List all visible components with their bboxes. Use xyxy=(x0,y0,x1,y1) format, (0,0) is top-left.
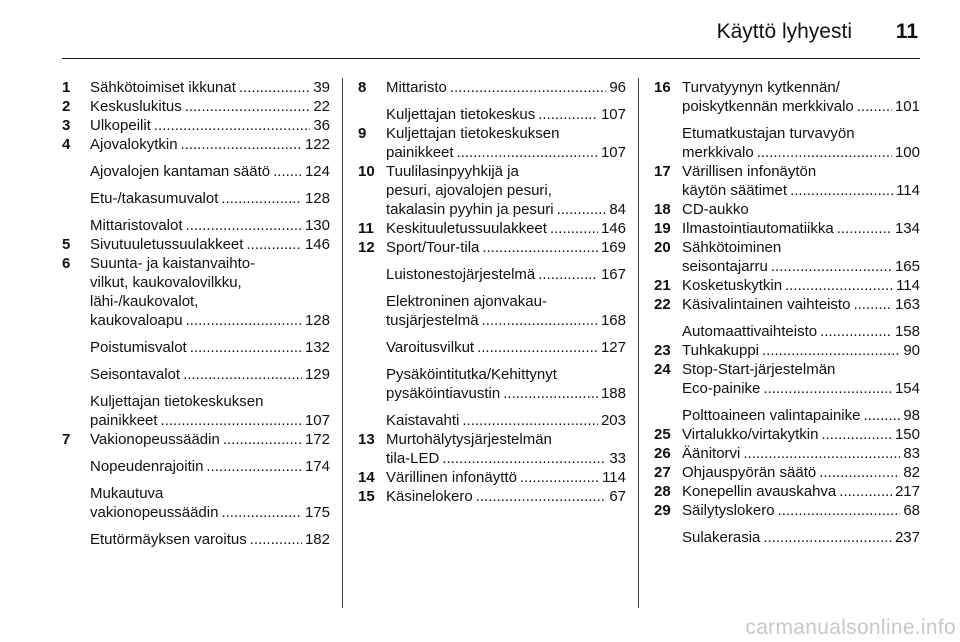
entry-text: poiskytkennän merkkivalo xyxy=(682,98,854,115)
dot-leader xyxy=(450,78,606,97)
page-reference[interactable]: 130 xyxy=(304,217,330,234)
toc-entry[interactable] xyxy=(654,501,920,520)
entry-last-line xyxy=(90,430,330,449)
entry-text: Äänitorvi xyxy=(682,445,741,462)
toc-entry[interactable] xyxy=(654,322,920,341)
entry-text: Polttoaineen valintapainike xyxy=(682,407,861,424)
entry-text: Poistumisvalot xyxy=(90,339,187,356)
item-number: 10 xyxy=(358,163,375,180)
dot-leader xyxy=(550,219,598,238)
entry-last-line xyxy=(90,311,330,330)
dot-leader xyxy=(462,411,598,430)
dot-leader xyxy=(250,530,302,549)
toc-entry[interactable] xyxy=(62,97,330,116)
entry-text: Värillinen infonäyttö xyxy=(386,469,517,486)
item-number: 23 xyxy=(654,342,671,359)
toc-entry[interactable] xyxy=(654,276,920,295)
item-number: 5 xyxy=(62,236,71,253)
page-reference[interactable]: 128 xyxy=(304,190,330,207)
item-number: 20 xyxy=(654,239,671,256)
toc-entry[interactable] xyxy=(62,235,330,254)
page-reference[interactable]: 107 xyxy=(600,144,626,161)
page-reference[interactable]: 167 xyxy=(600,266,626,283)
page-reference[interactable]: 146 xyxy=(304,236,330,253)
dot-leader xyxy=(161,411,302,430)
entry-last-line xyxy=(682,528,920,547)
dot-leader xyxy=(183,365,302,384)
page-reference[interactable]: 134 xyxy=(894,220,920,237)
entry-text: merkkivalo xyxy=(682,144,754,161)
entry-last-line xyxy=(682,200,920,219)
dot-leader xyxy=(185,97,311,116)
toc-entry[interactable] xyxy=(654,425,920,444)
page-reference[interactable]: 100 xyxy=(894,144,920,161)
entry-text: Etu-/takasumuvalot xyxy=(90,190,219,207)
entry-text: Ajovalojen kantaman säätö xyxy=(90,163,271,180)
page-reference[interactable]: 114 xyxy=(896,277,920,294)
page-reference[interactable]: 83 xyxy=(903,445,920,462)
toc-column-2 xyxy=(358,78,626,506)
entry-text: Elektroninen ajonvakau- xyxy=(386,293,547,310)
dot-leader xyxy=(221,189,302,208)
entry-last-line xyxy=(90,503,330,522)
dot-leader xyxy=(221,503,302,522)
page-reference[interactable]: 146 xyxy=(600,220,626,237)
entry-last-line xyxy=(386,411,626,430)
page-reference[interactable]: 169 xyxy=(600,239,626,256)
entry-last-line xyxy=(90,411,330,430)
item-number: 12 xyxy=(358,239,375,256)
dot-leader xyxy=(839,482,892,501)
page-reference[interactable]: 36 xyxy=(313,117,330,134)
entry-last-line xyxy=(682,257,920,276)
dot-leader xyxy=(181,135,302,154)
toc-entry[interactable] xyxy=(358,338,626,357)
entry-text: Nopeudenrajoitin xyxy=(90,458,204,475)
toc-entry[interactable] xyxy=(654,162,920,200)
page-reference[interactable]: 82 xyxy=(903,464,920,481)
toc-entry[interactable] xyxy=(654,124,920,162)
entry-text: Mukautuva xyxy=(90,485,164,502)
page-reference[interactable]: 68 xyxy=(903,502,920,519)
page-number: 11 xyxy=(895,20,918,43)
entry-text: Kuljettajan tietokeskuksen xyxy=(90,393,264,410)
entry-text: Eco-painike xyxy=(682,380,761,397)
toc-entry[interactable] xyxy=(654,238,920,276)
entry-text: painikkeet xyxy=(386,144,454,161)
page-header xyxy=(62,14,920,59)
dot-leader xyxy=(482,311,598,330)
toc-entry[interactable] xyxy=(358,468,626,487)
entry-last-line xyxy=(386,238,626,257)
toc-entry[interactable] xyxy=(654,341,920,360)
entry-text: Kosketuskytkin xyxy=(682,277,783,294)
dot-leader xyxy=(482,238,598,257)
item-number: 18 xyxy=(654,201,671,218)
page-reference[interactable]: 217 xyxy=(894,483,920,500)
page-reference[interactable]: 90 xyxy=(903,342,920,359)
entry-text: seisontajarru xyxy=(682,258,768,275)
entry-text: tila-LED xyxy=(386,450,440,467)
dot-leader xyxy=(154,116,310,135)
item-number: 14 xyxy=(358,469,375,486)
entry-text: Keskuslukitus xyxy=(90,98,182,115)
entry-text: Virtalukko/virtakytkin xyxy=(682,426,819,443)
entry-last-line xyxy=(90,338,330,357)
page-reference[interactable]: 158 xyxy=(894,323,920,340)
entry-text: Automaattivaihteisto xyxy=(682,323,818,340)
entry-text: Ulkopeilit xyxy=(90,117,151,134)
dot-leader xyxy=(223,430,302,449)
dot-leader xyxy=(186,216,302,235)
entry-text: painikkeet xyxy=(90,412,158,429)
watermark: carmanualsonline.info xyxy=(745,616,956,639)
item-number: 17 xyxy=(654,163,671,180)
entry-text: vilkut, kaukovalovilkku, xyxy=(90,274,242,291)
item-number: 15 xyxy=(358,488,375,505)
page-reference[interactable]: 122 xyxy=(304,136,330,153)
entry-text: Käsivalintainen vaihteisto xyxy=(682,296,851,313)
entry-last-line xyxy=(682,501,920,520)
entry-last-line xyxy=(386,311,626,330)
entry-text: Stop-Start-järjestelmän xyxy=(682,361,836,378)
entry-text: Sivutuuletussuulakkeet xyxy=(90,236,244,253)
dot-leader xyxy=(246,235,302,254)
dot-leader xyxy=(762,341,900,360)
page-reference[interactable]: 107 xyxy=(304,412,330,429)
item-number: 25 xyxy=(654,426,671,443)
toc-entry[interactable] xyxy=(62,254,330,330)
dot-leader xyxy=(837,219,892,238)
entry-last-line xyxy=(90,365,330,384)
item-number: 26 xyxy=(654,445,671,462)
dot-leader xyxy=(476,487,607,506)
item-number: 8 xyxy=(358,79,367,96)
entry-text: Sähkötoimiset ikkunat xyxy=(90,79,236,96)
toc-entry[interactable] xyxy=(358,124,626,162)
entry-text: Tuulilasinpyyhkijä ja xyxy=(386,163,519,180)
entry-text: vakionopeussäädin xyxy=(90,504,219,521)
toc-entry[interactable] xyxy=(654,78,920,116)
item-number: 28 xyxy=(654,483,671,500)
entry-text: Varoitusvilkut xyxy=(386,339,475,356)
toc-entry[interactable] xyxy=(62,78,330,97)
page-reference[interactable]: 33 xyxy=(609,450,626,467)
page-reference[interactable]: 114 xyxy=(896,182,920,199)
dot-leader xyxy=(206,457,302,476)
toc-entry[interactable] xyxy=(62,430,330,449)
dot-leader xyxy=(757,143,892,162)
entry-text: Mittaristo xyxy=(386,79,447,96)
dot-leader xyxy=(457,143,598,162)
entry-last-line xyxy=(682,322,920,341)
toc-entry[interactable] xyxy=(62,135,330,154)
dot-leader xyxy=(538,265,598,284)
toc-entry[interactable] xyxy=(654,406,920,425)
dot-leader xyxy=(239,78,310,97)
page-reference[interactable]: 150 xyxy=(894,426,920,443)
entry-last-line xyxy=(90,116,330,135)
dot-leader xyxy=(853,295,892,314)
page-reference[interactable]: 96 xyxy=(609,79,626,96)
page-reference[interactable]: 39 xyxy=(313,79,330,96)
dot-leader xyxy=(273,162,302,181)
toc-entry[interactable] xyxy=(358,238,626,257)
item-number: 29 xyxy=(654,502,671,519)
page-reference[interactable]: 237 xyxy=(894,529,920,546)
toc-entry[interactable] xyxy=(62,116,330,135)
toc-entry[interactable] xyxy=(358,162,626,219)
entry-text: Etumatkustajan turvavyön xyxy=(682,125,855,142)
dot-leader xyxy=(790,181,893,200)
entry-text: Ilmastointiautomatiikka xyxy=(682,220,834,237)
page-reference[interactable]: 168 xyxy=(600,312,626,329)
toc-entry[interactable] xyxy=(358,219,626,238)
page-reference[interactable]: 129 xyxy=(304,366,330,383)
dot-leader xyxy=(778,501,901,520)
page-reference[interactable]: 107 xyxy=(600,106,626,123)
page-reference[interactable]: 132 xyxy=(304,339,330,356)
dot-leader xyxy=(771,257,892,276)
entry-text: Murtohälytysjärjestelmän xyxy=(386,431,552,448)
entry-text: käytön säätimet xyxy=(682,182,788,199)
entry-last-line xyxy=(682,181,920,200)
dot-leader xyxy=(821,425,892,444)
entry-last-line xyxy=(682,425,920,444)
entry-last-line xyxy=(386,78,626,97)
entry-last-line xyxy=(682,295,920,314)
entry-text: Ajovalokytkin xyxy=(90,136,178,153)
page-reference[interactable]: 101 xyxy=(894,98,920,115)
entry-last-line xyxy=(682,444,920,463)
toc-entry[interactable] xyxy=(654,444,920,463)
entry-last-line xyxy=(682,482,920,501)
entry-text: Seisontavalot xyxy=(90,366,181,383)
entry-last-line xyxy=(90,78,330,97)
dot-leader xyxy=(477,338,598,357)
toc-entry[interactable] xyxy=(62,484,330,522)
entry-last-line xyxy=(386,105,626,124)
entry-last-line xyxy=(682,97,920,116)
entry-last-line xyxy=(386,384,626,403)
entry-text: Keskituuletussuulakkeet xyxy=(386,220,547,237)
dot-leader xyxy=(863,406,900,425)
toc-entry[interactable] xyxy=(654,463,920,482)
entry-last-line xyxy=(90,189,330,208)
entry-text: Tuhkakuppi xyxy=(682,342,759,359)
toc-entry[interactable] xyxy=(654,528,920,547)
item-number: 24 xyxy=(654,361,671,378)
toc-entry[interactable] xyxy=(358,365,626,403)
page-reference[interactable]: 203 xyxy=(600,412,626,429)
entry-text: Käsinelokero xyxy=(386,488,473,505)
entry-last-line xyxy=(386,487,626,506)
page-reference[interactable]: 124 xyxy=(304,163,330,180)
entry-last-line xyxy=(90,235,330,254)
toc-entry[interactable] xyxy=(62,457,330,476)
toc-entry[interactable] xyxy=(62,189,330,208)
toc-entry[interactable] xyxy=(654,482,920,501)
dot-leader xyxy=(557,200,607,219)
page-reference[interactable]: 175 xyxy=(304,504,330,521)
page-reference[interactable]: 114 xyxy=(602,469,626,486)
dot-leader xyxy=(820,322,892,341)
page-reference[interactable]: 182 xyxy=(304,531,330,548)
page-reference[interactable]: 154 xyxy=(894,380,920,397)
page-reference[interactable]: 67 xyxy=(609,488,626,505)
dot-leader xyxy=(520,468,599,487)
toc-column-3 xyxy=(654,78,920,547)
toc-entry[interactable] xyxy=(358,265,626,284)
entry-text: pysäköintiavustin xyxy=(386,385,501,402)
dot-leader xyxy=(186,311,302,330)
entry-last-line xyxy=(386,468,626,487)
toc-entry[interactable] xyxy=(358,78,626,97)
item-number: 19 xyxy=(654,220,671,237)
dot-leader xyxy=(763,379,892,398)
toc-column-1 xyxy=(62,78,330,549)
entry-text: tusjärjestelmä xyxy=(386,312,479,329)
toc-entry[interactable] xyxy=(62,365,330,384)
page-reference[interactable]: 188 xyxy=(600,385,626,402)
entry-text: CD-aukko xyxy=(682,201,749,218)
entry-last-line xyxy=(682,406,920,425)
entry-text: Etutörmäyksen varoitus xyxy=(90,531,247,548)
entry-text: Turvatyynyn kytkennän/ xyxy=(682,79,840,96)
dot-leader xyxy=(857,97,892,116)
toc-entry[interactable] xyxy=(654,200,920,219)
page-reference[interactable]: 174 xyxy=(304,458,330,475)
dot-leader xyxy=(442,449,606,468)
entry-text: Luistonestojärjestelmä xyxy=(386,266,536,283)
toc-entry[interactable] xyxy=(62,216,330,235)
item-number: 7 xyxy=(62,431,71,448)
entry-last-line xyxy=(682,143,920,162)
item-number: 27 xyxy=(654,464,671,481)
page-reference[interactable]: 172 xyxy=(304,431,330,448)
entry-text: Sähkötoiminen xyxy=(682,239,782,256)
toc-entry[interactable] xyxy=(358,487,626,506)
toc-entry[interactable] xyxy=(62,530,330,549)
entry-last-line xyxy=(386,200,626,219)
entry-text: Värillisen infonäytön xyxy=(682,163,817,180)
entry-last-line xyxy=(90,457,330,476)
item-number: 4 xyxy=(62,136,71,153)
toc-entry[interactable] xyxy=(654,360,920,398)
entry-text: Mittaristovalot xyxy=(90,217,183,234)
entry-text: Vakionopeussäädin xyxy=(90,431,220,448)
entry-last-line xyxy=(682,463,920,482)
page-reference[interactable]: 128 xyxy=(304,312,330,329)
dot-leader xyxy=(538,105,598,124)
entry-last-line xyxy=(90,530,330,549)
entry-last-line xyxy=(682,219,920,238)
dot-leader xyxy=(763,528,892,547)
entry-text: lähi-/kaukovalot, xyxy=(90,293,199,310)
page-reference[interactable]: 98 xyxy=(903,407,920,424)
entry-text: Säilytyslokero xyxy=(682,502,775,519)
entry-text: Sulakerasia xyxy=(682,529,761,546)
entry-text: Sport/Tour-tila xyxy=(386,239,480,256)
entry-last-line xyxy=(90,216,330,235)
entry-last-line xyxy=(682,276,920,295)
entry-text: Kuljettajan tietokeskus xyxy=(386,106,536,123)
entry-text: Konepellin avauskahva xyxy=(682,483,837,500)
toc-entry[interactable] xyxy=(358,411,626,430)
dot-leader xyxy=(819,463,900,482)
entry-text: Pysäköintitutka/Kehittynyt xyxy=(386,366,557,383)
toc-entry[interactable] xyxy=(62,392,330,430)
item-number: 11 xyxy=(358,220,374,237)
dot-leader xyxy=(785,276,893,295)
item-number: 22 xyxy=(654,296,671,313)
toc-entry[interactable] xyxy=(358,292,626,330)
entry-last-line xyxy=(90,135,330,154)
entry-text: Suunta- ja kaistanvaihto- xyxy=(90,255,256,272)
item-number: 2 xyxy=(62,98,71,115)
entry-last-line xyxy=(682,341,920,360)
page-reference[interactable]: 165 xyxy=(894,258,920,275)
toc-entry[interactable] xyxy=(654,219,920,238)
item-number: 13 xyxy=(358,431,375,448)
dot-leader xyxy=(743,444,900,463)
page-title: Käyttö lyhyesti xyxy=(716,20,852,43)
page-reference[interactable]: 84 xyxy=(609,201,626,218)
entry-last-line xyxy=(386,143,626,162)
dot-leader xyxy=(503,384,598,403)
dot-leader xyxy=(190,338,302,357)
entry-last-line xyxy=(386,219,626,238)
entry-text: Ohjauspyörän säätö xyxy=(682,464,817,481)
column-divider xyxy=(638,78,639,608)
toc-entry[interactable] xyxy=(62,338,330,357)
page-reference[interactable]: 127 xyxy=(600,339,626,356)
item-number: 21 xyxy=(654,277,671,294)
entry-text: kaukovaloapu xyxy=(90,312,183,329)
toc-entry[interactable] xyxy=(654,295,920,314)
item-number: 6 xyxy=(62,255,71,272)
entry-last-line xyxy=(386,265,626,284)
item-number: 1 xyxy=(62,79,71,96)
entry-last-line xyxy=(682,379,920,398)
page-reference[interactable]: 22 xyxy=(313,98,330,115)
item-number: 3 xyxy=(62,117,71,134)
entry-last-line xyxy=(386,449,626,468)
entry-text: pesuri, ajovalojen pesuri, xyxy=(386,182,552,199)
entry-last-line xyxy=(386,338,626,357)
entry-text: Kuljettajan tietokeskuksen xyxy=(386,125,560,142)
item-number: 16 xyxy=(654,79,671,96)
toc-entry[interactable] xyxy=(62,162,330,181)
column-divider xyxy=(342,78,343,608)
entry-text: takalasin pyyhin ja pesuri xyxy=(386,201,554,218)
item-number: 9 xyxy=(358,125,367,142)
entry-text: Kaistavahti xyxy=(386,412,460,429)
page-reference[interactable]: 163 xyxy=(894,296,920,313)
entry-last-line xyxy=(90,162,330,181)
toc-entry[interactable] xyxy=(358,430,626,468)
toc-entry[interactable] xyxy=(358,105,626,124)
entry-last-line xyxy=(90,97,330,116)
